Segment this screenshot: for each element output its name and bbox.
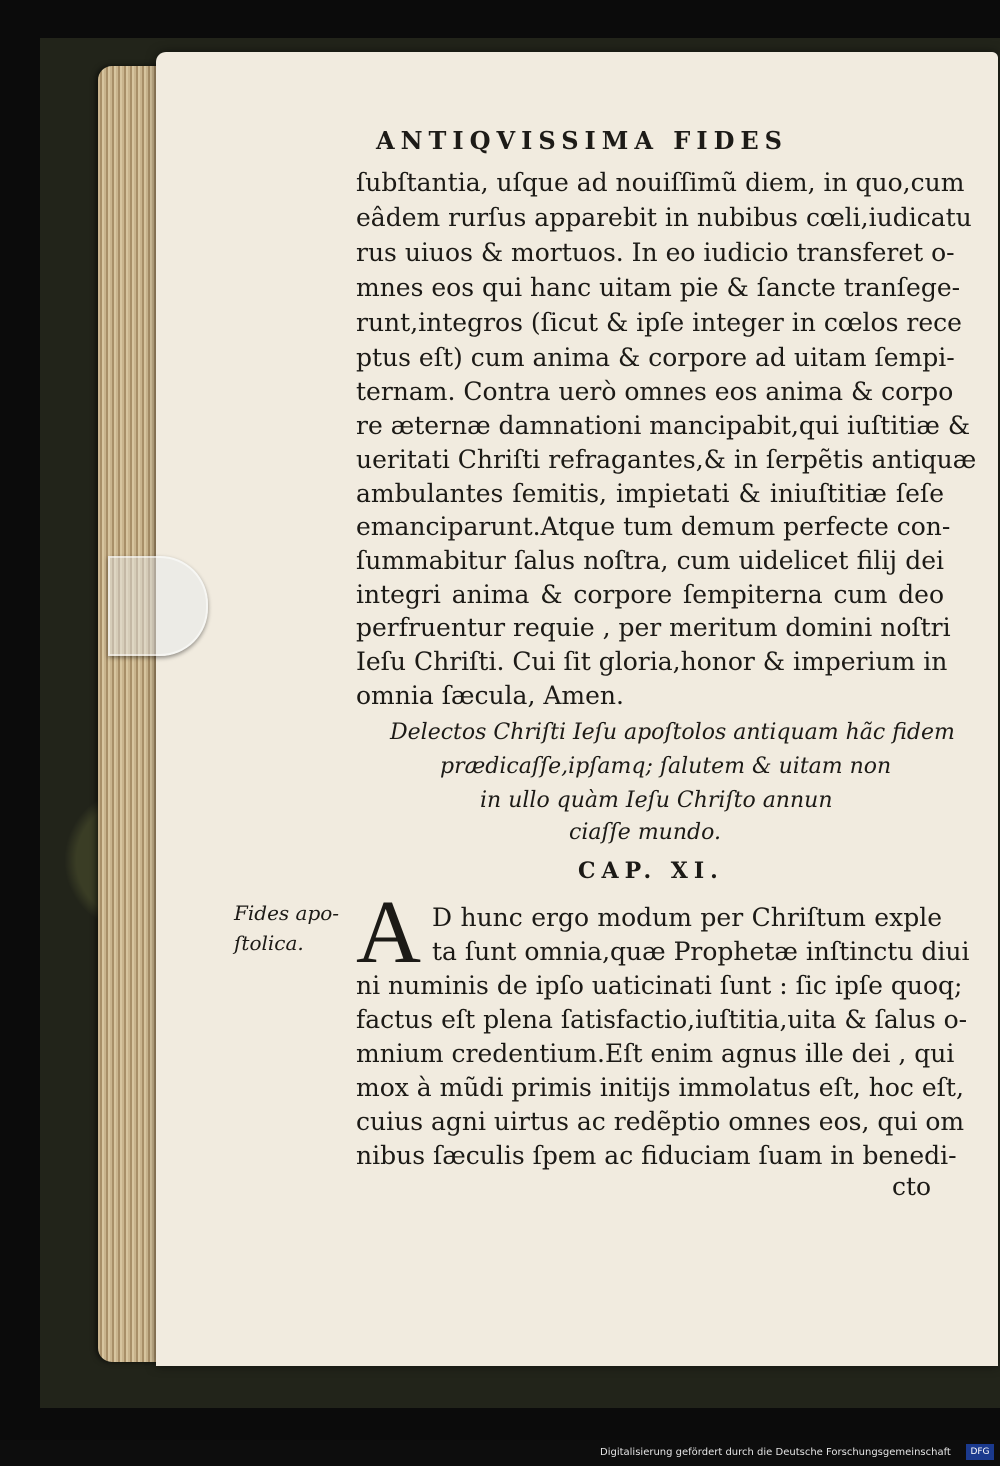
drop-cap: A bbox=[356, 883, 421, 982]
summary-line: prædicaſſe,ipſamq; ſalutem & uitam non bbox=[440, 754, 892, 779]
chapter-line: ta ſunt omnia,quæ Prophetæ inſtinctu diui bbox=[432, 937, 970, 966]
chapter-line: mox à mũdi primis initijs immolatus eſt, hoc eſt, bbox=[356, 1073, 964, 1102]
body-line: Ieſu Chriſti. Cui ſit gloria,honor & imperium in bbox=[356, 647, 948, 676]
body-line: ſummabitur ſalus noſtra, cum uidelicet filij dei bbox=[356, 546, 944, 575]
running-header: ANTIQVISSIMA FIDES bbox=[376, 126, 789, 155]
body-line: eâdem rurſus apparebit in nubibus cœli,iudicatu bbox=[356, 203, 972, 232]
body-line: runt,integros (ſicut & ipſe integer in cœlos rece bbox=[356, 308, 962, 337]
body-line: rus uiuos & mortuos. In eo iudicio transferet o- bbox=[356, 238, 955, 267]
body-line: re æternæ damnationi mancipabit,qui iuſtitiæ & bbox=[356, 411, 971, 440]
body-line: ambulantes ſemitis, impietati & iniuſtitiæ ſeſe bbox=[356, 479, 944, 508]
catchword: cto bbox=[892, 1172, 932, 1201]
summary-line: ciaſſe mundo. bbox=[569, 820, 721, 845]
chapter-line: nibus ſæculis ſpem ac fiduciam ſuam in benedi- bbox=[356, 1141, 957, 1170]
body-line: omnia ſæcula, Amen. bbox=[356, 681, 624, 710]
chapter-line: mnium credentium.Eſt enim agnus ille dei , qui bbox=[356, 1039, 955, 1068]
chapter-line: factus eſt plena ſatisfactio,iuſtitia,uita & ſalus o- bbox=[356, 1005, 968, 1034]
body-line: ueritati Chriſti refragantes,& in ſerpẽtis antiquæ bbox=[356, 445, 977, 474]
summary-line: Delectos Chriſti Ieſu apoſtolos antiquam hãc fidem bbox=[390, 720, 955, 745]
page-clip bbox=[108, 556, 208, 656]
body-line: mnes eos qui hanc uitam pie & ſancte tranſege- bbox=[356, 273, 961, 302]
chapter-line: cuius agni uirtus ac redẽptio omnes eos, qui om bbox=[356, 1107, 965, 1136]
marginal-line: Fides apo- bbox=[234, 901, 340, 925]
body-line: integri anima & corpore ſempiterna cum deo bbox=[356, 580, 944, 609]
body-line: emanciparunt.Atque tum demum perfecte con- bbox=[356, 512, 951, 541]
marginal-line: ſtolica. bbox=[234, 931, 304, 955]
dfg-logo: DFG bbox=[966, 1444, 994, 1460]
chapter-heading: CAP. XI. bbox=[578, 858, 724, 884]
body-line: ternam. Contra uerò omnes eos anima & corpo bbox=[356, 377, 954, 406]
chapter-line: D hunc ergo modum per Chriſtum exple bbox=[432, 903, 942, 932]
body-line: ptus eſt) cum anima & corpore ad uitam ſempi- bbox=[356, 343, 955, 372]
body-line: perfruentur requie , per meritum domini noſtri bbox=[356, 613, 951, 642]
body-line: ſubſtantia, uſque ad nouiſſimũ diem, in quo,cum bbox=[356, 168, 965, 197]
marginal-note bbox=[234, 898, 354, 958]
footer-credit: Digitalisierung gefördert durch die Deutsche Forschungsgemeinschaft bbox=[600, 1447, 951, 1458]
chapter-line: ni numinis de ipſo uaticinati ſunt : ſic ipſe quoq; bbox=[356, 971, 963, 1000]
summary-line: in ullo quàm Ieſu Chriſto annun bbox=[480, 788, 833, 813]
